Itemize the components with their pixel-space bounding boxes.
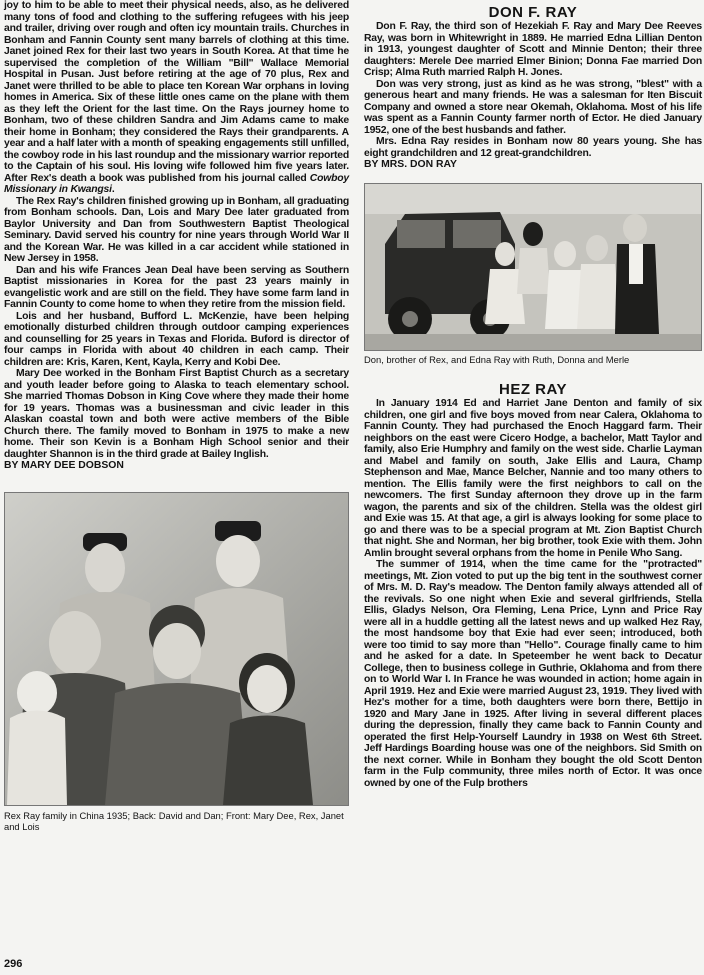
family-photo-image (5, 493, 348, 805)
right-column (364, 0, 702, 789)
book-title: Cowboy Missionary in Kwangsi (4, 172, 349, 195)
article-heading: HEZ RAY (499, 381, 567, 398)
article-paragraph: Don F. Ray, the third son of Hezekiah F. Ray and Mary Dee Reeves Ray, was born in Whitewright in 1889. He married Edna Lillian Denton in 1913, youngest daughter of Scott and Minnie Denton; their three daughters: Merele Dee married Elmer Binion; Donna Fae married Don Crisp; Alma Ruth married Ralph H. Jones. (364, 21, 702, 78)
article-heading: DON F. RAY (488, 4, 578, 21)
article-paragraph: In January 1914 Ed and Harriet Jane Denton and family of six children, one girl and five boys moved from near Calera, Oklahoma to Fannin County. They had purchased the Enoch Haggard farm. Their neighbors on the east were Cicero Hodge, a bachelor, Matt Taylor and family, also Erie Humphry and family on the west side. Charlie Layman and Mabel and family on south, Jake Ellis and Laura, Champ Stephenson and Mae, Mance Belcher, Nannie and too many others to mention. The Ellis family were the first neighbors to call on the newcomers. The first Sunday afternoon they drove up in the farm wagon, the parents and six of the children. Stella was the oldest girl and Exie was 15. At that age, a girl is always looking for some place to go and there was to be a special program at Mt. Zion Baptist Church that night. She and Norman, her big brother, took Exie with them. John Amlin brought several orphans from the home in Penile Who Sang. (364, 398, 702, 559)
rex-ray-family-photo (4, 492, 349, 806)
article-paragraph: joy to him to be able to meet their physical needs, also, as he delivered many tons of food and clothing to the suffering refugees with his jeep and trailer, driving over rough and often icy mountain trails. Churches in Bonham and Fannin County sent many barrels of clothing at this time. Janet joined Rex for their last two years in South Korea. At that time he supervised the completion of the William "Bill" Wallace Memorial Hospital in Pusan. Just before retiring at the age of 70 plus, Rex and Janet were thrilled to be able to place ten Korean War orphans in loving homes in America. Six of these little ones came on the plane with them as they left the Orient for the last time. On the Rays journey home to Bonham, two of these children Sandra and Jim Adams came to make their home in Bonham; they considered the Rays their grandparents. A year and a half later with a month of speaking engagements still unfilled, the cowboy rode in his last roundup and the missionary warrior reported to the Captain of his soul. His loving wife followed him five years later. After Rex's death a book was published from his journal called Cowboy Missionary in Kwangsi. (4, 0, 349, 195)
article-paragraph: Don was very strong, just as kind as he was strong, "blest" with a generous heart and many friends. He was a salesman for Iten Biscuit Company and owned a store near Okemah, Oklahoma. Most of his life was spent as a Fannin County farmer north of Ector. He died January 1952, one of the best husbands and father. (364, 78, 702, 136)
article-paragraph: Dan and his wife Frances Jean Deal have been serving as Southern Baptist missionaries in Korea for the past 23 years mainly in evangelistic work and are still on the field. They have some farm land in Fannin County to come home to when they retire from the mission field. (4, 264, 349, 310)
article-paragraph: The Rex Ray's children finished growing up in Bonham, all graduating from Bonham schools. Dan, Lois and Mary Dee later graduated from Baylor University and Dan from Southwestern Baptist Theological Seminary. David served his country for nine years through World War II and the Korean War. He was killed in a car accident while stationed in New Jersey in 1958. (4, 195, 349, 264)
article-paragraph: Mary Dee worked in the Bonham First Baptist Church as a secretary and youth leader before going to Alaska to teach elementary school. She married Thomas Dobson in King Cove where they made their home for 19 years. Thomas was a businessman and civic leader in this Alaskan coastal town and both were active members of the Bible Church there. The family moved to Bonham in 1975 to make a new home. Their son Kevin is a Bonham High School senior and their daughter Shannon is in the third grade at Bailey Inglish. (4, 368, 349, 460)
photo-caption: Don, brother of Rex, and Edna Ray with Ruth, Donna and Merle (364, 353, 630, 365)
article-paragraph: The summer of 1914, when the time came for the "protracted" meetings, Mt. Zion voted to put up the big tent in the southwest corner of Mrs. M. D. Ray's meadow. The Denton family always attended all of the revivals. So one night when Exie and several girlfriends, Stella Ellis, Gladys Nelson, Ora Fleming, Lena Price, Lynn and Price Ray were all in a huddle getting all the latest news and up walked Hez Ray, the most handsome boy that Exie had ever seen; introduced, both were too timid to say more than "Hello". Courage finally came to him and he asked for a date. In Speteember he went back to Decatur College, then to business college in Guthrie, Oklahoma and from there on to World War I. In France he was wounded in action; home again in April 1919. Hez and Exie were married August 23, 1919. They lived with Hez's mother for a time, both daughters were born there, Bettijo in 1920 and Mary Jane in 1925. After living in several different places during the depression, finally they came back to Fannin County and operated the first Help-Yourself Laundry in 1938 on West 6th Street. Jeff Hardings Boarding house was one of the neighbors. Sid Smith on the next corner. While in Bonham they bought the old Scott Denton farm in the Fulp community, three miles north of Ector. It was once owned by one of the Fulp brothers (364, 559, 702, 789)
left-column (4, 0, 349, 833)
article-paragraph: Mrs. Edna Ray resides in Bonham now 80 years young. She has eight grandchildren and 12 great-grandchildren. (364, 136, 702, 159)
byline: BY MARY DEE DOBSON (4, 460, 124, 471)
don-ray-family-photo (364, 183, 702, 351)
page-number: 296 (4, 958, 23, 970)
byline: BY MRS. DON RAY (364, 159, 457, 170)
article-paragraph: Lois and her husband, Bufford L. McKenzie, have been helping emotionally disturbed children through outdoor camping experiences and counselling for 25 years in Texas and Florida. Buford is director of four camps in Florida with about 40 children in each camp. Their children are: Kris, Karen, Kent, Kayla, Kerry and Kobi Dee. (4, 310, 349, 368)
car-photo-image (365, 184, 701, 350)
photo-caption: Rex Ray family in China 1935; Back: David and Dan; Front: Mary Dee, Rex, Janet and Lois (4, 809, 344, 832)
